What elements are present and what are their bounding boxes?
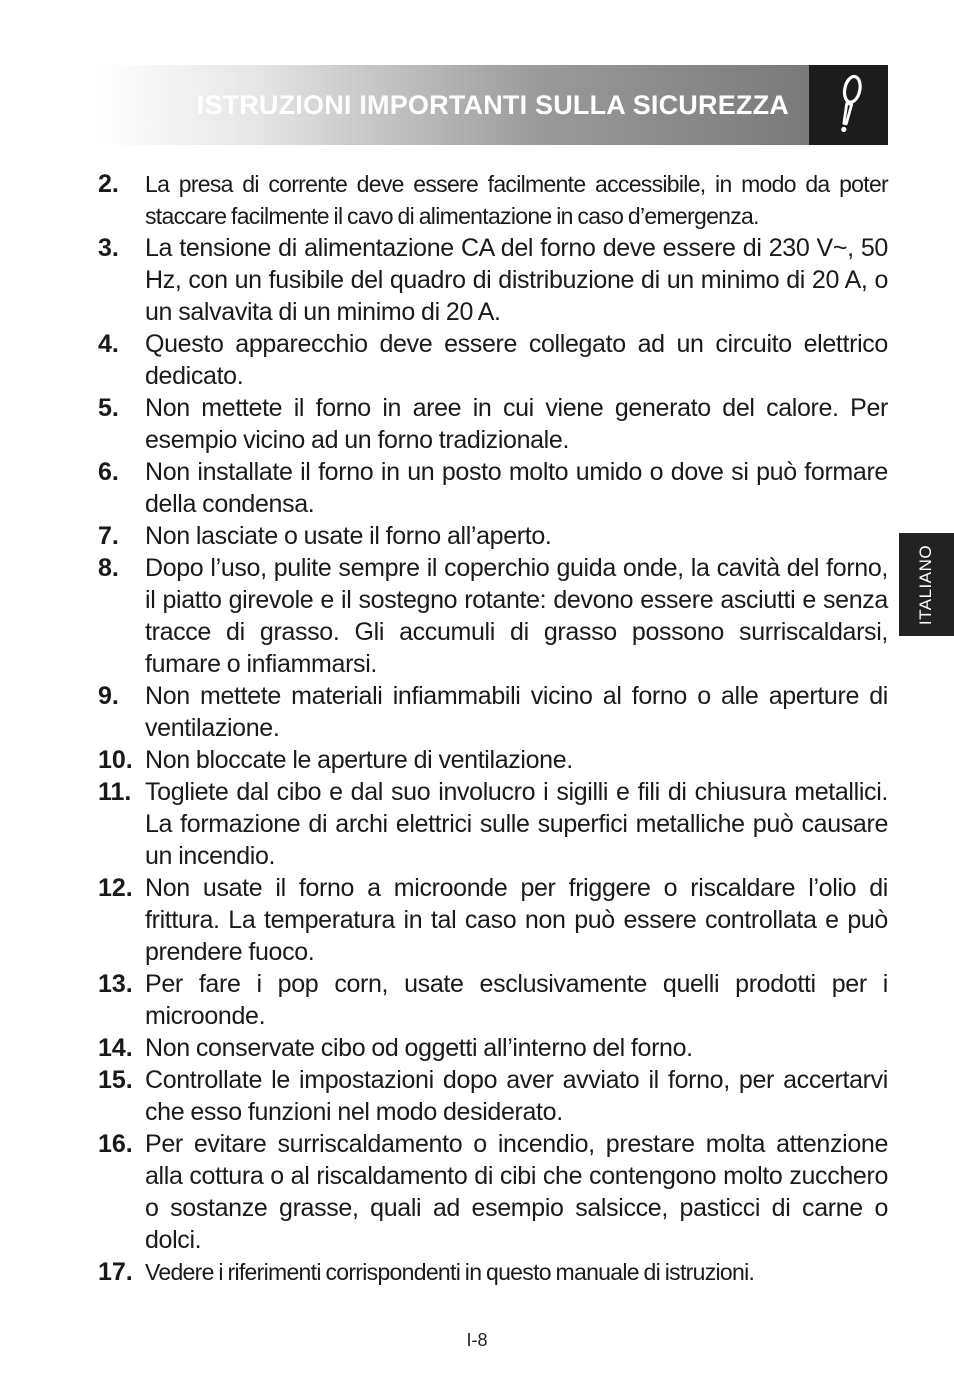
item-text: Non mettete il forno in aree in cui viene generato del calore. Per esempio vicino ad un forno tradizionale. [145, 394, 888, 454]
list-item [98, 456, 888, 520]
item-number: 15. [98, 1066, 133, 1094]
item-text: Per evitare surriscaldamento o incendio, prestare molta attenzione alla cottura o al riscaldamento di cibi che contengono molto zucchero o sostanze grasse, quali ad esempio salsicce, pasticci di carne o dolci. [145, 1130, 888, 1254]
item-number: 7. [98, 522, 119, 550]
safety-instructions-list [98, 168, 888, 1288]
item-number: 3. [98, 234, 119, 262]
item-text: Controllate le impostazioni dopo aver avviato il forno, per accertarvi che esso funzioni nel modo desiderato. [145, 1066, 888, 1126]
item-text: Non lasciate o usate il forno all’aperto. [145, 522, 552, 550]
item-text: Non bloccate le aperture di ventilazione. [145, 746, 573, 774]
item-text: Non installate il forno in un posto molto umido o dove si può formare della condensa. [145, 458, 888, 518]
list-item [98, 168, 888, 232]
item-text: Non usate il forno a microonde per friggere o riscaldare l’olio di frittura. La temperatura in tal caso non può essere controllata e può prendere fuoco. [145, 874, 888, 966]
item-number: 2. [98, 170, 119, 198]
item-text: Non mettete materiali infiammabili vicino al forno o alle aperture di ventilazione. [145, 682, 888, 742]
list-item [98, 232, 888, 328]
item-number: 13. [98, 970, 133, 998]
item-text: Togliete dal cibo e dal suo involucro i sigilli e fili di chiusura metallici. La formazione di archi elettrici sulle superfici metalliche può causare un incendio. [145, 778, 888, 870]
list-item [98, 776, 888, 872]
language-tab [899, 533, 954, 636]
list-item [98, 680, 888, 744]
item-number: 9. [98, 682, 119, 710]
list-item [98, 328, 888, 392]
item-number: 6. [98, 458, 119, 486]
item-number: 8. [98, 554, 119, 582]
list-item [98, 744, 888, 776]
list-item [98, 520, 888, 552]
item-text: Questo apparecchio deve essere collegato ad un circuito elettrico dedicato. [145, 330, 888, 390]
section-title: ISTRUZIONI IMPORTANTI SULLA SICUREZZA [196, 89, 789, 120]
section-header [98, 65, 809, 145]
warning-badge [809, 65, 888, 145]
language-tab-label: ITALIANO [916, 544, 936, 625]
list-item [98, 1032, 888, 1064]
item-text: La presa di corrente deve essere facilmente accessibile, in modo da poter staccare facilmente il cavo di alimentazione in caso d’emergenza. [145, 171, 888, 229]
item-number: 14. [98, 1034, 133, 1062]
item-number: 17. [98, 1258, 133, 1286]
page-number: I-8 [466, 1330, 488, 1350]
list-item [98, 1256, 888, 1288]
list-item [98, 552, 888, 680]
list-item [98, 968, 888, 1032]
item-number: 10. [98, 746, 133, 774]
item-number: 16. [98, 1130, 133, 1158]
warning-exclamation-icon [832, 74, 866, 136]
item-text: Non conservate cibo od oggetti all’interno del forno. [145, 1034, 693, 1062]
item-text: Vedere i riferimenti corrispondenti in questo manuale di istruzioni. [145, 1259, 755, 1285]
item-text: La tensione di alimentazione CA del forno deve essere di 230 V~, 50 Hz, con un fusibile del quadro di distribuzione di un minimo di 20 A, o un salvavita di un minimo di 20 A. [145, 234, 888, 326]
item-text: Dopo l’uso, pulite sempre il coperchio guida onde, la cavità del forno, il piatto girevole e il sostegno rotante: devono essere asciutti e senza tracce di grasso. Gli accumuli di grasso possono surriscaldarsi, fumare o infiammarsi. [145, 554, 888, 678]
list-item [98, 1128, 888, 1256]
item-number: 11. [98, 778, 132, 806]
list-item [98, 872, 888, 968]
list-item [98, 1064, 888, 1128]
item-number: 12. [98, 874, 133, 902]
item-number: 4. [98, 330, 119, 358]
item-text: Per fare i pop corn, usate esclusivamente quelli prodotti per i microonde. [145, 970, 888, 1030]
item-number: 5. [98, 394, 119, 422]
list-item [98, 392, 888, 456]
